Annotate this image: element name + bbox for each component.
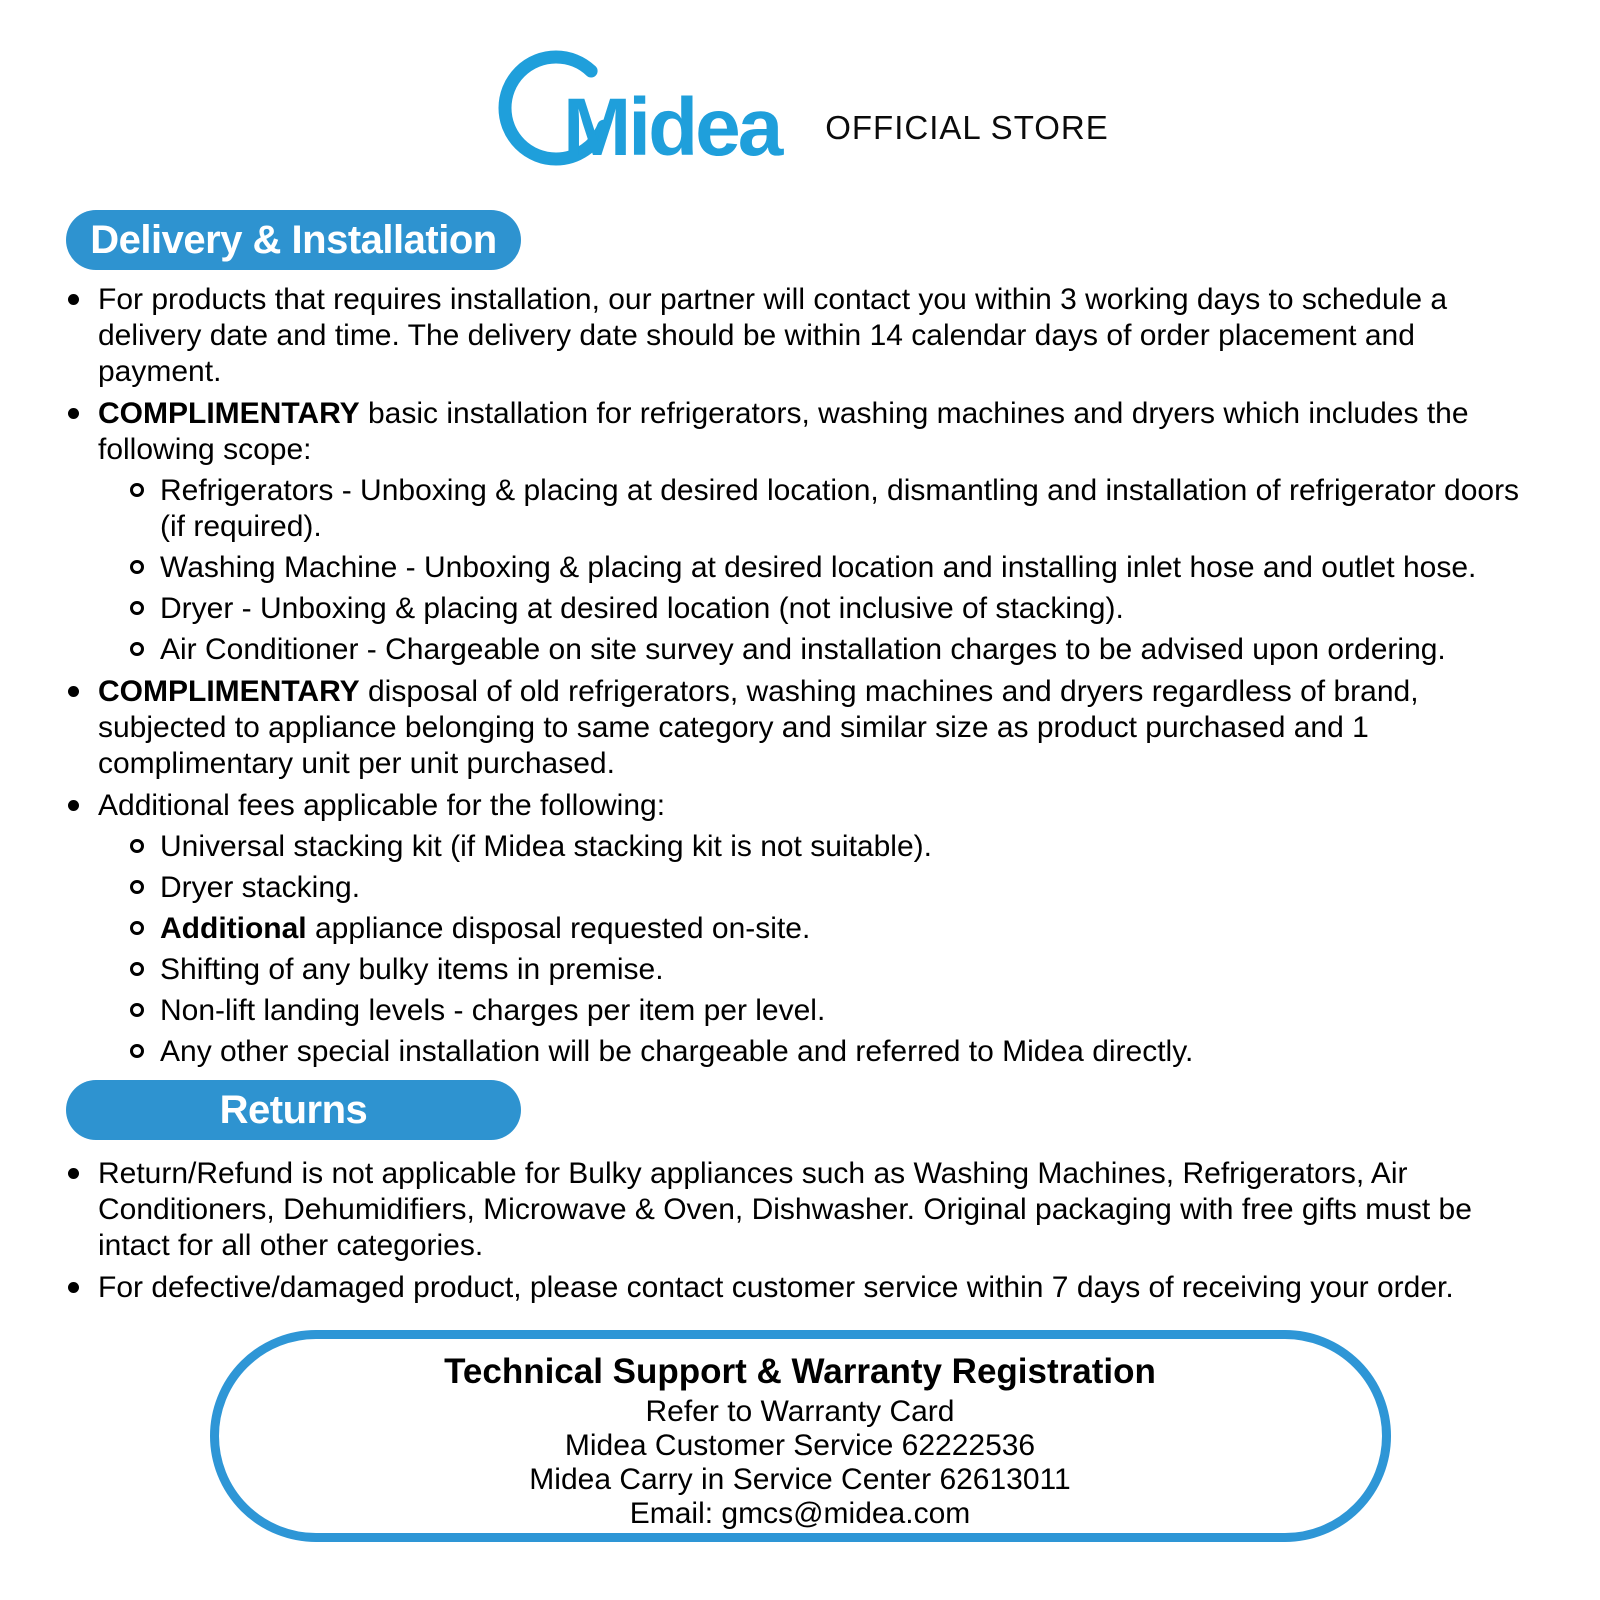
circle-bullet-icon (130, 1003, 144, 1017)
official-store-label: OFFICIAL STORE (825, 109, 1109, 146)
sub-item-text: Non-lift landing levels - charges per item per level. (160, 994, 826, 1027)
sub-list-item (130, 1034, 1546, 1070)
sub-list-item (130, 870, 1546, 906)
sub-item-text: Universal stacking kit (if Midea stacking kit is not suitable). (160, 830, 932, 863)
support-line-email: Email: gmcs@midea.com (629, 1497, 971, 1530)
bullet-icon (68, 1168, 79, 1179)
list-item (66, 1156, 1546, 1264)
support-line-customer-service: Midea Customer Service 62222536 (564, 1429, 1036, 1462)
sub-list-item (130, 952, 1546, 988)
list-item-text: Additional fees applicable for the following: (98, 789, 666, 822)
sub-item-text: appliance disposal requested on-site. (306, 912, 811, 945)
returns-list (0, 1156, 1600, 1306)
sub-item-text: Air Conditioner - Chargeable on site survey and installation charges to be advised upon ordering. (160, 633, 1446, 666)
list-item-text: disposal of old refrigerators, washing machines and dryers regardless of brand, subjected to appliance belonging to same category and similar size as product purchased and 1 complimentary unit per unit purchased. (98, 675, 1419, 780)
logo-wordmark: Midea (563, 82, 781, 173)
list-item (66, 282, 1546, 390)
delivery-list (0, 282, 1600, 1070)
sub-list-item (130, 550, 1546, 586)
circle-bullet-icon (130, 560, 144, 574)
list-item (66, 674, 1546, 782)
support-line-warranty-card: Refer to Warranty Card (645, 1395, 955, 1428)
sub-list-item (130, 911, 1546, 947)
bullet-icon (68, 800, 79, 811)
list-item (66, 1270, 1546, 1306)
bullet-icon (68, 686, 79, 697)
sub-list-item (130, 632, 1546, 668)
list-item (66, 396, 1546, 668)
circle-bullet-icon (130, 921, 144, 935)
bullet-icon (68, 1282, 79, 1293)
list-item-text: For defective/damaged product, please contact customer service within 7 days of receiving your order. (98, 1271, 1454, 1304)
section-title-returns: Returns (66, 1080, 521, 1140)
sub-list (130, 473, 1546, 668)
sub-list-item (130, 591, 1546, 627)
circle-bullet-icon (130, 483, 144, 497)
sub-item-text: Shifting of any bulky items in premise. (160, 953, 664, 986)
sub-list-item (130, 993, 1546, 1029)
header (0, 0, 1600, 180)
circle-bullet-icon (130, 642, 144, 656)
midea-logo (491, 45, 801, 180)
support-box (210, 1330, 1391, 1542)
section-title-delivery: Delivery & Installation (66, 210, 521, 270)
list-item-lead: COMPLIMENTARY (98, 675, 360, 708)
circle-bullet-icon (130, 601, 144, 615)
list-item-lead: COMPLIMENTARY (98, 397, 360, 430)
bullet-icon (68, 408, 79, 419)
sub-list (130, 829, 1546, 1070)
sub-list-item (130, 829, 1546, 865)
sub-item-lead: Additional (160, 912, 307, 945)
circle-bullet-icon (130, 962, 144, 976)
sub-item-text: Dryer stacking. (160, 871, 361, 904)
sub-list-item (130, 473, 1546, 545)
sub-item-text: Refrigerators - Unboxing & placing at desired location, dismantling and installation of refrigerator doors (if required). (160, 474, 1520, 543)
bullet-icon (68, 294, 79, 305)
circle-bullet-icon (130, 1044, 144, 1058)
list-item (66, 788, 1546, 1070)
support-box-title: Technical Support & Warranty Registration (444, 1352, 1156, 1391)
circle-bullet-icon (130, 839, 144, 853)
sub-item-text: Washing Machine - Unboxing & placing at desired location and installing inlet hose and outlet hose. (160, 551, 1477, 584)
list-item-text: Return/Refund is not applicable for Bulky appliances such as Washing Machines, Refrigerators, Air Conditioners, Dehumidifiers, Microwave & Oven, Dishwasher. Original packaging with free gifts must be intact for all other categories. (98, 1157, 1472, 1262)
support-line-carry-in-center: Midea Carry in Service Center 62613011 (529, 1463, 1071, 1496)
sub-item-text: Dryer - Unboxing & placing at desired location (not inclusive of stacking). (160, 592, 1124, 625)
list-item-text: basic installation for refrigerators, washing machines and dryers which includes the following scope: (98, 397, 1469, 466)
circle-bullet-icon (130, 880, 144, 894)
sub-item-text: Any other special installation will be chargeable and referred to Midea directly. (160, 1035, 1194, 1068)
list-item-text: For products that requires installation, our partner will contact you within 3 working days to schedule a delivery date and time. The delivery date should be within 14 calendar days of order placement and payment. (98, 283, 1448, 388)
